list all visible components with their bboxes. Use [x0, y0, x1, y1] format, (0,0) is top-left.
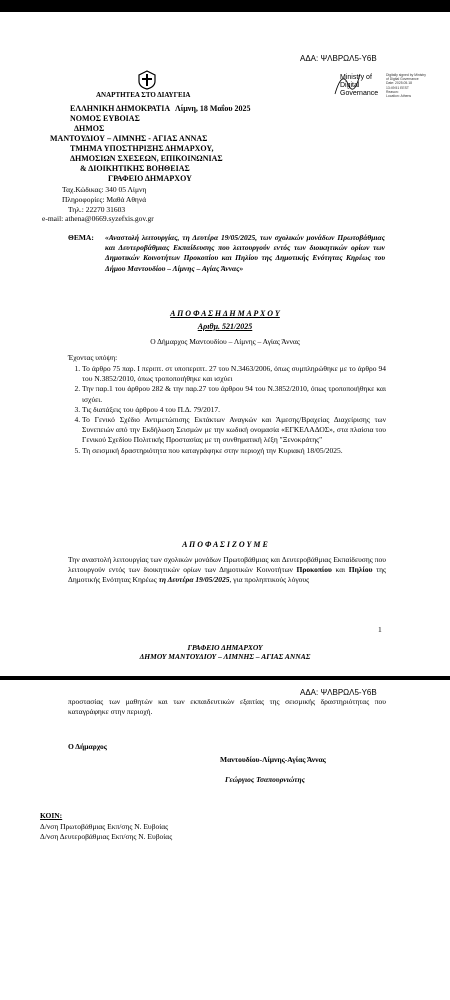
footer-municipality: ΔΗΜΟΥ ΜΑΝΤΟΥΔΙΟΥ – ΛΙΜΝΗΣ – ΑΓΙΑΣ ΑΝΝΑΣ — [139, 652, 311, 661]
postal-code: Ταχ.Κώδικας: 340 05 Λίμνη — [62, 185, 147, 194]
digital-signature-details: Digitally signed by Ministry of Digital Governance Date: 2025.05.18 13:49:51 EEST Reason: Location: Athens — [386, 73, 426, 99]
ada-code: ΑΔΑ: ΨΛΒΡΩΛ5-Υ6Β — [300, 54, 377, 63]
footer-office: ΓΡΑΦΕΙΟ ΔΗΜΑΡΧΟΥ — [187, 643, 263, 652]
municipality-label: ΔΗΜΟΣ — [74, 124, 105, 133]
diavgeia-label: ΑΝΑΡΤΗΤΕΑ ΣΤΟ ΔΙΑΥΓΕΙΑ — [96, 91, 191, 99]
department-line1: ΤΜΗΜΑ ΥΠΟΣΤΗΡΙΞΗΣ ΔΗΜΑΡΧΟΥ, — [70, 144, 214, 153]
municipality-name: ΜΑΝΤΟΥΔΙΟΥ – ΛΙΜΝΗΣ - ΑΓΙΑΣ ΑΝΝΑΣ — [50, 134, 208, 143]
cc-primary: Δ/νση Πρωτοβάθμιας Εκπ/σης Ν. Ευβοίας — [40, 822, 169, 831]
municipality-signature: Μαντουδίου-Λίμνης-Αγίας Άννας — [220, 755, 326, 764]
contact-block — [62, 185, 146, 215]
subject-text: «Αναστολή λειτουργίας, τη Δευτέρα 19/05/2025, των σχολικών μονάδων Πρωτοβάθμιας και Δευτεροβάθμιας Εκπαίδευσης που λειτουργούν εντός των διοικητικών ορίων των Δημοτικών Κοινοτήτων Προκοπίου και Πηλίου της Δημοτικής Ενότητας Κηρέως του Δήμου Μαντουδίου – Λίμνης – Αγίας Άννας» — [105, 233, 385, 273]
document-date: Λίμνη, 18 Μαΐου 2025 — [175, 104, 251, 113]
mayor-label: Ο Δήμαρχος — [68, 742, 107, 751]
mayor-line: Ο Δήμαρχος Μαντουδίου – Λίμνης – Αγίας Άννας — [150, 337, 300, 346]
top-bar — [0, 0, 450, 12]
consideration-item: 3. Τις διατάξεις του άρθρου 4 του Π.Δ. 79/2017. — [82, 405, 386, 415]
continued-text: προστασίας των μαθητών και των εκπαιδευτικών εξαιτίας της σεισμικής δραστηριότητας που καταγράφηκε στην περιοχή. — [68, 697, 386, 717]
consideration-item: 2. Την παρ.1 του άρθρου 282 & την παρ.27 του άρθρου 94 του Ν.3852/2010, όπως τροποποιήθηκε και ισχύει. — [82, 384, 386, 404]
consideration-item: 1. Το άρθρο 75 παρ. Ι περιπτ. στ υποπεριπτ. 27 του Ν.3463/2006, όπως συμπληρώθηκε με το άρθρο 94 του Ν.3852/2010, όπως τροποποιήθηκε και ισχύει — [82, 364, 386, 384]
decision-number: Αριθμ. 521/2025 — [197, 322, 253, 331]
decide-title: Α Π Ο Φ Α Σ Ι Ζ Ο Υ Μ Ε — [182, 540, 268, 549]
ada-code-page2: ΑΔΑ: ΨΛΒΡΩΛ5-Υ6Β — [300, 688, 377, 697]
page-number: 1 — [378, 625, 382, 634]
decision-text: Την αναστολή λειτουργίας των σχολικών μονάδων Πρωτοβάθμιας και Δευτεροβάθμιας Εκπαίδευσης που λειτουργούν εντός των διοικητικών ορίων των Δημοτικών Κοινοτήτων Προκοπίου και Πηλίου της Δημοτικής Ενότητας Κηρέως τη Δευτέρα 19/05/2025, για προληπτικούς λόγους — [68, 555, 386, 585]
cc-label: ΚΟΙΝ: — [40, 811, 63, 820]
ministry-name: Ministry of Digital Governance — [340, 74, 379, 97]
office-label: ΓΡΑΦΕΙΟ ΔΗΜΑΡΧΟΥ — [108, 174, 192, 183]
email: e-mail: athena@0669.syzefxis.gov.gr — [42, 214, 154, 223]
considerations-list — [68, 364, 386, 456]
decision-title: Α Π Ο Φ Α Σ Η Δ Η Μ Α Ρ Χ Ο Υ — [170, 309, 280, 318]
having-regard-label: Έχοντας υπόψη: — [68, 353, 118, 362]
republic-label: ΕΛΛΗΝΙΚΗ ΔΗΜΟΚΡΑΤΙΑ — [70, 104, 171, 113]
info-contact: Πληροφορίες: Μαθά Αθηνά — [62, 195, 147, 204]
mayor-name: Γεώργιος Τσαπουρνιώτης — [225, 775, 305, 784]
consideration-item: 4. Το Γενικό Σχέδιο Αντιμετώπισης Εκτάκτων Αναγκών και Άμεσης/Βραχείας Διαχείρισης των Συνεπειών από την Εκδήλωση Σεισμών με την κωδική ονομασία «ΕΓΚΕΛΑΔΟΣ», στα πλαίσια του Γενικού Σχεδίου Πολιτικής Προστασίας με τη συνθηματική λέξη "Ξενοκράτης" — [82, 415, 386, 446]
consideration-item: 5. Τη σεισμική δραστηριότητα που καταγράφηκε στην περιοχή την Κυριακή 18/05/2025. — [82, 446, 386, 456]
telephone: Τηλ.: 22270 31603 — [68, 205, 126, 214]
department-line3: & ΔΙΟΙΚΗΤΙΚΗΣ ΒΟΗΘΕΙΑΣ — [80, 164, 190, 173]
greek-crest-icon — [137, 70, 157, 90]
subject-label: ΘΕΜΑ: — [68, 233, 94, 242]
prefecture-label: ΝΟΜΟΣ ΕΥΒΟΙΑΣ — [70, 114, 140, 123]
cc-secondary: Δ/νση Δευτεροβάθμιας Εκπ/σης Ν. Ευβοίας — [40, 832, 173, 841]
department-line2: ΔΗΜΟΣΙΩΝ ΣΧΕΣΕΩΝ, ΕΠΙΚΟΙΝΩΝΙΑΣ — [70, 154, 223, 163]
page-separator — [0, 676, 450, 680]
